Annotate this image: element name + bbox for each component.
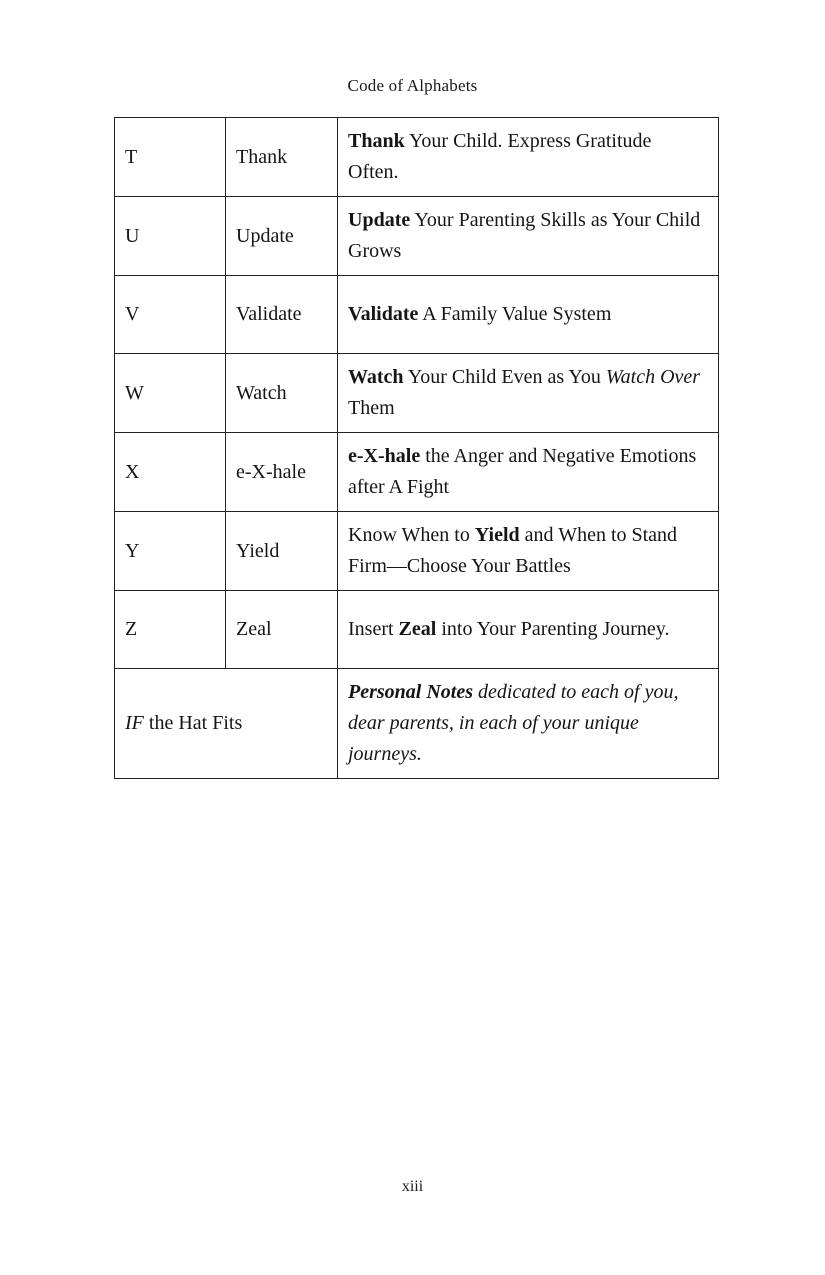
description-cell: Know When to Yield and When to Stand Firm—Choose Your Battles (338, 512, 719, 591)
letter-cell: Y (115, 512, 226, 591)
letter-cell: Z (115, 591, 226, 669)
alphabet-table (114, 117, 719, 779)
running-header: Code of Alphabets (347, 76, 478, 95)
table-row (115, 276, 719, 354)
table-footer-row (115, 669, 719, 779)
footer-description-cell: Personal Notes dedicated to each of you, dear parents, in each of your unique journeys. (338, 669, 719, 779)
table-row (115, 512, 719, 591)
table-row (115, 354, 719, 433)
description-cell: Insert Zeal into Your Parenting Journey. (338, 591, 719, 669)
word-cell: Watch (226, 354, 338, 433)
word-cell: e-X-hale (226, 433, 338, 512)
word-cell: Thank (226, 118, 338, 197)
table-row (115, 118, 719, 197)
letter-cell: W (115, 354, 226, 433)
word-cell: Zeal (226, 591, 338, 669)
footer-label-cell: IF the Hat Fits (115, 669, 338, 779)
word-cell: Update (226, 197, 338, 276)
table-row (115, 591, 719, 669)
letter-cell: X (115, 433, 226, 512)
table-row (115, 197, 719, 276)
page-number: xiii (401, 1178, 424, 1195)
table-row (115, 433, 719, 512)
description-cell: Thank Your Child. Express Gratitude Often. (338, 118, 719, 197)
word-cell: Validate (226, 276, 338, 354)
description-cell: e-X-hale the Anger and Negative Emotions after A Fight (338, 433, 719, 512)
description-cell: Validate A Family Value System (338, 276, 719, 354)
letter-cell: V (115, 276, 226, 354)
word-cell: Yield (226, 512, 338, 591)
description-cell: Update Your Parenting Skills as Your Child Grows (338, 197, 719, 276)
letter-cell: U (115, 197, 226, 276)
letter-cell: T (115, 118, 226, 197)
description-cell: Watch Your Child Even as You Watch Over Them (338, 354, 719, 433)
